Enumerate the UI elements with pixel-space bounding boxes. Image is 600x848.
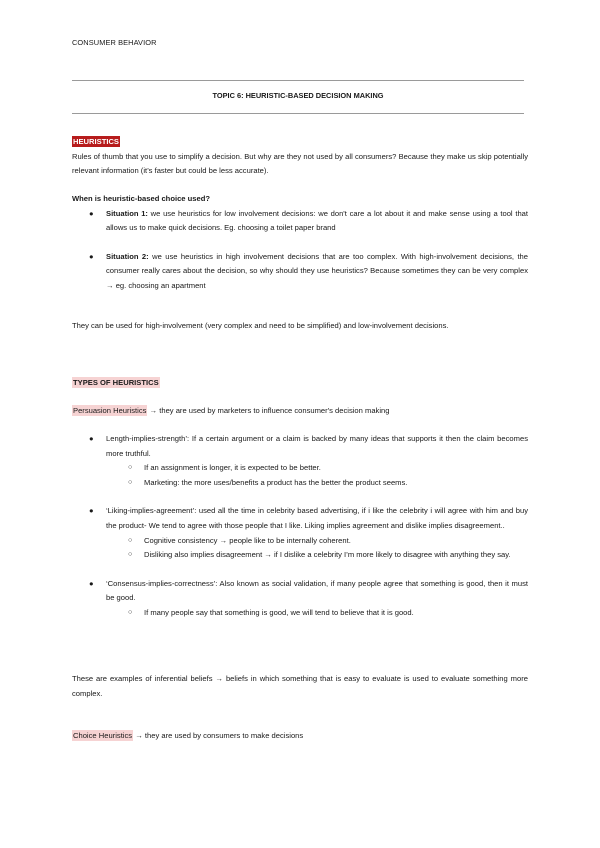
persuasion-subitem — [72, 534, 528, 549]
persuasion-subitem-text: If many people say that something is good, we will tend to believe that it is good. — [144, 607, 414, 617]
persuasion-subitem — [72, 461, 528, 476]
topic-title: TOPIC 6: HEURISTIC-BASED DECISION MAKING — [212, 91, 384, 100]
situation-text: we use heuristics for low involvement decisions: we don't care a lot about it and make sense using a tool that allows us to make quick decisions. Eg. choosing a toilet paper brand — [106, 208, 529, 233]
sub-bullet-icon: ○ — [128, 551, 133, 559]
persuasion-subitem — [72, 476, 528, 491]
bullet-icon: ● — [89, 208, 94, 218]
persuasion-subitem-text: Disliking also implies disagreement → if I dislike a celebrity I’m more likely to disagree with anything they say. — [144, 550, 511, 560]
types-section — [72, 376, 528, 391]
bullet-icon: ● — [89, 578, 94, 588]
sub-bullet-icon: ○ — [128, 536, 133, 544]
situation-item — [72, 207, 528, 236]
top-rule — [72, 80, 524, 81]
sub-bullet-icon: ○ — [128, 608, 133, 616]
heuristics-section — [72, 135, 528, 179]
situation-label: Situation 1: — [106, 208, 148, 218]
persuasion-item-text: ‘Consensus-implies-correctness’: Also known as social validation, if many people agree that something is good, then it must be good. — [106, 578, 528, 603]
situation-label: Situation 2: — [106, 251, 149, 261]
persuasion-item-text: ‘Liking-implies-agreement’: used all the time in celebrity based advertising, if i like the celebrity i will agree with him and buy the product- We tend to agree with those people that I like. Liking implies agreement and dislike implies disagreement.. — [106, 506, 528, 530]
situation-list — [72, 207, 528, 294]
heuristics-summary: They can be used for high-involvement (very complex and need to be simplified) and low-involvement decisions. — [72, 321, 449, 330]
persuasion-item-text: Length-implies-strength’: If a certain argument or a claim is backed by many ideas that supports it then the claim becomes more truthful. — [106, 434, 528, 458]
persuasion-list — [72, 432, 528, 621]
sub-bullet-icon: ○ — [128, 478, 133, 486]
inferential-beliefs-paragraph: These are examples of inferential beliefs → beliefs in which something that is easy to evaluate is used to evaluate something more complex. — [72, 674, 528, 698]
heuristics-heading: HEURISTICS — [73, 137, 119, 146]
persuasion-subitem-text: Marketing: the more uses/benefits a product has the better the product seems. — [144, 477, 408, 487]
bullet-icon: ● — [89, 251, 94, 261]
choice-text: → they are used by consumers to make decisions — [133, 731, 304, 740]
persuasion-item — [72, 504, 528, 533]
persuasion-subitem — [72, 548, 528, 563]
bullet-icon: ● — [89, 434, 94, 443]
running-header: CONSUMER BEHAVIOR — [72, 38, 157, 47]
sub-bullet-icon: ○ — [128, 464, 133, 472]
persuasion-item — [72, 432, 528, 461]
persuasion-subitem — [72, 606, 528, 621]
situation-text: we use heuristics in high involvement decisions that are too complex. With high-involvement decisions, the consumer really cares about the decision, so why should they use heuristics? Because sometimes they can be very complex → eg. choosing an apartment — [106, 251, 529, 290]
persuasion-subitem-text: Cognitive consistency → people like to be internally coherent. — [144, 535, 351, 545]
when-section — [72, 192, 528, 294]
bottom-rule — [72, 113, 524, 114]
bullet-icon: ● — [89, 506, 94, 516]
choice-label: Choice Heuristics — [73, 731, 133, 740]
persuasion-item — [72, 577, 528, 606]
persuasion-text: → they are used by marketers to influence consumer's decision making — [147, 406, 390, 415]
situation-item — [72, 250, 528, 294]
persuasion-heuristics-line — [72, 404, 528, 419]
when-question: When is heuristic-based choice used? — [72, 194, 210, 203]
persuasion-label: Persuasion Heuristics — [73, 406, 147, 415]
types-heading: TYPES OF HEURISTICS — [73, 378, 159, 387]
choice-heuristics-line — [72, 729, 528, 744]
heuristics-definition: Rules of thumb that you use to simplify a decision. But why are they not used by all consumers? Because they make us skip potentially relevant information (it’s faster but could be less accurate). — [72, 151, 528, 176]
persuasion-subitem-text: If an assignment is longer, it is expected to be better. — [144, 463, 321, 473]
